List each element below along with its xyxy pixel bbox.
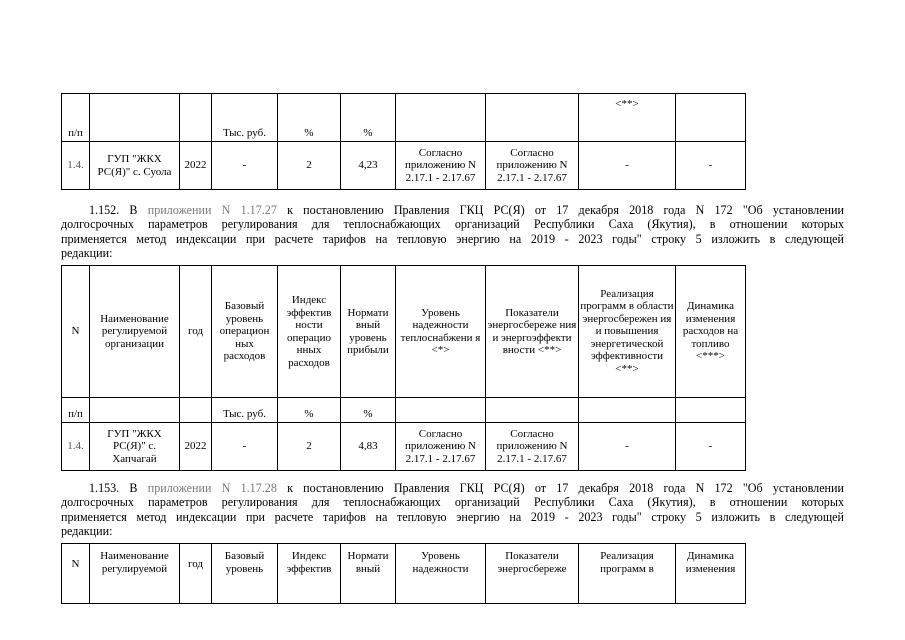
- header-profit: Нормати вный уровень прибыли: [341, 266, 396, 398]
- appendix-link[interactable]: приложении N 1.17.27: [147, 203, 277, 217]
- header-row: [62, 266, 746, 398]
- header-profit: Нормати вный: [341, 544, 396, 604]
- unit-cell-programs: [579, 94, 676, 142]
- unit-cell-index: %: [278, 94, 341, 142]
- unit-cell-name: [90, 94, 180, 142]
- paragraph-line: [61, 203, 844, 217]
- efficiency-index: 2: [278, 423, 341, 471]
- paragraph-line: долгосрочных параметров регулирования для теплоснабжающих организаций Республики Саха (Якутия), в отношении которых: [61, 217, 844, 232]
- unit-cell-base: Тыс. руб.: [212, 94, 278, 142]
- energy-value: Согласно приложению N 2.17.1 - 2.17.67: [486, 423, 579, 471]
- unit-cell-energy: [486, 94, 579, 142]
- header-programs: Реализация программ в области энергосбережен ия и повышения энергетической эффективности <**>: [579, 266, 676, 398]
- unit-cell-n: п/п: [62, 94, 90, 142]
- header-base-expenses: Базовый уровень операцион ных расходов: [212, 266, 278, 398]
- programs-value: -: [579, 423, 676, 471]
- paragraph-line: применяется метод индексации при расчете тарифов на тепловую энергию на 2019 - 2023 годы" строку 5 изложить в следующей: [61, 509, 844, 524]
- reliability-value: Согласно приложению N 2.17.1 - 2.17.67: [396, 423, 486, 471]
- top-table-unit-row: [62, 94, 746, 142]
- header-row: [62, 544, 746, 604]
- paragraph-prefix: 1.152. В: [89, 203, 148, 217]
- paragraph-text: к постановлению Правления ГКЦ РС(Я) от 17 декабря 2018 года N 172 "Об установлении: [276, 481, 844, 495]
- programs-footnote-ref: <**>: [615, 98, 639, 110]
- header-year: год: [180, 266, 212, 398]
- header-year: год: [180, 544, 212, 604]
- organization-name: ГУП "ЖКХ РС(Я)" с. Хапчагай: [90, 423, 180, 471]
- unit-cell-fuel: [676, 398, 746, 423]
- unit-cell-year: [180, 398, 212, 423]
- header-n: N: [62, 266, 90, 398]
- row-number: 1.4.: [62, 142, 90, 190]
- unit-cell-index: %: [278, 398, 341, 423]
- paragraph-line: [61, 481, 844, 495]
- paragraph-line: долгосрочных параметров регулирования для теплоснабжающих организаций Республики Саха (Якутия), в отношении которых: [61, 495, 844, 510]
- paragraph-1-152: [61, 203, 844, 261]
- paragraph-line: применяется метод индексации при расчете тарифов на тепловую энергию на 2019 - 2023 годы" строку 5 изложить в следующей: [61, 231, 844, 246]
- unit-cell-name: [90, 398, 180, 423]
- header-organization: Наименование регулируемой организации: [90, 266, 180, 398]
- fuel-value: -: [676, 423, 746, 471]
- efficiency-index: 2: [278, 142, 341, 190]
- unit-cell-programs: [579, 398, 676, 423]
- reliability-value: Согласно приложению N 2.17.1 - 2.17.67: [396, 142, 486, 190]
- bottom-table: [61, 543, 746, 604]
- table-row: [62, 142, 746, 190]
- organization-name: ГУП "ЖКХ РС(Я)" с. Суола: [90, 142, 180, 190]
- header-fuel: Динамика изменения: [676, 544, 746, 604]
- header-energy-saving: Показатели энергосбереже ния и энергоэффекти вности <**>: [486, 266, 579, 398]
- header-n: N: [62, 544, 90, 604]
- unit-cell-base: Тыс. руб.: [212, 398, 278, 423]
- middle-table: [61, 265, 746, 471]
- header-fuel: Динамика изменения расходов на топливо <***>: [676, 266, 746, 398]
- row-year: 2022: [180, 423, 212, 471]
- unit-cell-energy: [486, 398, 579, 423]
- header-organization: Наименование регулируемой: [90, 544, 180, 604]
- unit-cell-fuel: [676, 94, 746, 142]
- header-efficiency-index: Индекс эффектив ности операцио нных расходов: [278, 266, 341, 398]
- top-table: [61, 93, 746, 190]
- header-reliability: Уровень надежности теплоснабжени я <*>: [396, 266, 486, 398]
- unit-row: [62, 398, 746, 423]
- energy-value: Согласно приложению N 2.17.1 - 2.17.67: [486, 142, 579, 190]
- table-row: [62, 423, 746, 471]
- unit-cell-profit: %: [341, 94, 396, 142]
- profit-level: 4,23: [341, 142, 396, 190]
- header-energy-saving: Показатели энергосбереже: [486, 544, 579, 604]
- base-expenses: -: [212, 142, 278, 190]
- paragraph-1-153: [61, 481, 844, 539]
- programs-value: -: [579, 142, 676, 190]
- unit-cell-n: п/п: [62, 398, 90, 423]
- paragraph-prefix: 1.153. В: [89, 481, 148, 495]
- appendix-link[interactable]: приложении N 1.17.28: [147, 481, 277, 495]
- fuel-value: -: [676, 142, 746, 190]
- header-reliability: Уровень надежности: [396, 544, 486, 604]
- row-number: 1.4.: [62, 423, 90, 471]
- unit-cell-year: [180, 94, 212, 142]
- paragraph-line: редакции:: [61, 246, 113, 261]
- header-efficiency-index: Индекс эффектив: [278, 544, 341, 604]
- header-programs: Реализация программ в: [579, 544, 676, 604]
- header-base-expenses: Базовый уровень: [212, 544, 278, 604]
- unit-cell-profit: %: [341, 398, 396, 423]
- paragraph-line: редакции:: [61, 524, 113, 539]
- row-year: 2022: [180, 142, 212, 190]
- unit-cell-reliability: [396, 94, 486, 142]
- paragraph-text: к постановлению Правления ГКЦ РС(Я) от 17 декабря 2018 года N 172 "Об установлении: [276, 203, 844, 217]
- profit-level: 4,83: [341, 423, 396, 471]
- unit-cell-reliability: [396, 398, 486, 423]
- base-expenses: -: [212, 423, 278, 471]
